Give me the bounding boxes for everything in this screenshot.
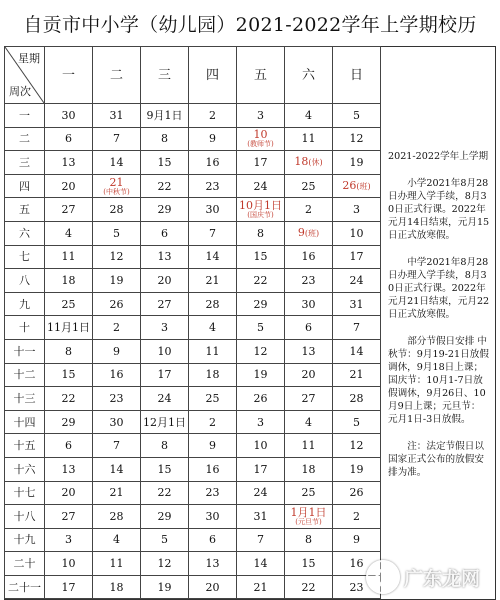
holiday-label: (教师节) <box>247 140 274 149</box>
date-cell: 6 <box>141 221 189 245</box>
date-cell: 4 <box>285 104 333 128</box>
week-number-cell: 二十 <box>5 552 45 576</box>
watermark-text: 广东龙网 <box>404 567 481 590</box>
date-cell: 28 <box>189 292 237 316</box>
week-number-cell: 八 <box>5 269 45 293</box>
date-cell: 13 <box>285 339 333 363</box>
week-row <box>5 387 381 411</box>
week-row <box>5 292 381 316</box>
week-number-cell: 三 <box>5 151 45 175</box>
date-cell: 20 <box>45 481 93 505</box>
date-cell: 9 <box>333 528 381 552</box>
week-corner-label: 周次 <box>9 85 31 98</box>
holiday-label: (国庆节) <box>247 211 274 220</box>
date-cell: 15 <box>237 245 285 269</box>
week-number-cell: 十 <box>5 316 45 340</box>
date-cell: 7 <box>189 221 237 245</box>
date-cell: 3 <box>237 410 285 434</box>
week-number-cell: 十一 <box>5 339 45 363</box>
date-cell: 19 <box>141 575 189 599</box>
day-header: 日 <box>333 47 381 104</box>
date-cell: 2 <box>93 316 141 340</box>
date-cell: 15 <box>45 363 93 387</box>
date-cell: 21 <box>93 481 141 505</box>
date-cell: 5 <box>333 410 381 434</box>
week-number-cell: 十六 <box>5 457 45 481</box>
corner-header-cell <box>5 47 45 104</box>
date-cell: 24 <box>333 269 381 293</box>
header-row <box>5 47 381 104</box>
date-cell: 22 <box>45 387 93 411</box>
holiday-date-cell <box>237 127 285 151</box>
holiday-date-cell <box>237 198 285 222</box>
date-cell: 16 <box>93 363 141 387</box>
date-cell: 23 <box>93 387 141 411</box>
adjusted-date-cell <box>333 174 381 198</box>
date-cell: 8 <box>285 528 333 552</box>
weekday-corner-label: 星期 <box>18 52 40 65</box>
primary-school-note: 小学2021年8月28日办理入学手续，8月30日正式行课。2022年元月14日结束，元月15日正式放寒假。 <box>388 178 490 241</box>
date-cell: 29 <box>141 198 189 222</box>
week-number-cell: 四 <box>5 174 45 198</box>
date-cell: 19 <box>93 269 141 293</box>
day-header: 四 <box>189 47 237 104</box>
date-cell: 3 <box>45 528 93 552</box>
date-cell: 5 <box>333 104 381 128</box>
week-row <box>5 575 381 599</box>
date-cell: 7 <box>237 528 285 552</box>
week-row <box>5 505 381 529</box>
date-value: 18 <box>294 155 309 169</box>
day-type-label: (班) <box>304 229 320 239</box>
date-cell: 7 <box>93 434 141 458</box>
date-cell: 31 <box>333 292 381 316</box>
week-row <box>5 528 381 552</box>
date-value: 10月1日 <box>239 199 282 213</box>
date-cell: 8 <box>237 221 285 245</box>
date-cell: 4 <box>285 410 333 434</box>
date-cell: 6 <box>45 434 93 458</box>
date-cell: 21 <box>333 363 381 387</box>
date-cell: 24 <box>237 174 285 198</box>
date-cell: 29 <box>141 505 189 529</box>
week-row <box>5 198 381 222</box>
week-row <box>5 363 381 387</box>
day-type-label: (班) <box>356 182 371 192</box>
holiday-date-cell <box>93 174 141 198</box>
date-cell: 23 <box>189 174 237 198</box>
week-number-cell: 十七 <box>5 481 45 505</box>
week-row <box>5 127 381 151</box>
date-cell: 21 <box>189 269 237 293</box>
adjusted-date-cell <box>285 221 333 245</box>
week-row <box>5 269 381 293</box>
week-row <box>5 410 381 434</box>
date-value: 26 <box>342 179 357 193</box>
date-cell: 22 <box>141 481 189 505</box>
date-cell: 21 <box>237 575 285 599</box>
holiday-arrangement-note: 部分节假日安排 中秋节：9月19-21日放假调休，9月18日上课；国庆节：10月1-7日放假调休，9月26日、10月9日上课；元旦节：元月1日-3日放假。 <box>388 336 489 425</box>
date-cell: 2 <box>333 505 381 529</box>
day-header: 二 <box>93 47 141 104</box>
date-cell: 19 <box>333 151 381 175</box>
day-type-label: (休) <box>308 158 323 168</box>
watermark <box>366 558 496 596</box>
week-number-cell: 七 <box>5 245 45 269</box>
holiday-label: (中秋节) <box>103 187 130 196</box>
date-cell: 3 <box>237 104 285 128</box>
day-header: 六 <box>285 47 333 104</box>
date-cell: 6 <box>189 528 237 552</box>
date-cell: 25 <box>45 292 93 316</box>
date-cell: 5 <box>93 221 141 245</box>
date-cell: 23 <box>189 481 237 505</box>
date-value: 1月1日 <box>290 505 327 519</box>
week-number-cell: 九 <box>5 292 45 316</box>
date-cell: 11 <box>93 552 141 576</box>
week-number-cell: 五 <box>5 198 45 222</box>
date-cell: 26 <box>333 481 381 505</box>
date-cell: 7 <box>333 316 381 340</box>
week-number-cell: 六 <box>5 221 45 245</box>
date-cell: 13 <box>189 552 237 576</box>
date-cell: 5 <box>141 528 189 552</box>
date-cell: 27 <box>45 198 93 222</box>
date-cell: 20 <box>45 174 93 198</box>
date-cell: 14 <box>189 245 237 269</box>
date-cell: 14 <box>333 339 381 363</box>
date-cell: 15 <box>285 552 333 576</box>
date-cell: 10 <box>237 434 285 458</box>
date-cell: 25 <box>189 387 237 411</box>
date-cell: 22 <box>285 575 333 599</box>
date-cell: 4 <box>93 528 141 552</box>
date-cell: 15 <box>141 457 189 481</box>
date-cell: 28 <box>333 387 381 411</box>
week-row <box>5 104 381 128</box>
date-cell: 18 <box>45 269 93 293</box>
date-cell: 23 <box>285 269 333 293</box>
date-cell: 15 <box>141 151 189 175</box>
date-cell: 2 <box>285 198 333 222</box>
date-cell: 7 <box>93 127 141 151</box>
date-cell: 17 <box>237 457 285 481</box>
date-cell: 2 <box>189 410 237 434</box>
date-cell: 25 <box>285 174 333 198</box>
date-cell: 30 <box>45 104 93 128</box>
date-value: 10 <box>253 128 268 142</box>
week-row <box>5 434 381 458</box>
week-row <box>5 481 381 505</box>
date-cell: 12 <box>93 245 141 269</box>
date-cell: 3 <box>333 198 381 222</box>
day-header: 三 <box>141 47 189 104</box>
date-cell: 8 <box>141 434 189 458</box>
date-cell: 31 <box>237 505 285 529</box>
date-cell: 10 <box>45 552 93 576</box>
week-row <box>5 316 381 340</box>
date-cell: 19 <box>237 363 285 387</box>
week-number-cell: 十二 <box>5 363 45 387</box>
date-cell: 6 <box>45 127 93 151</box>
date-cell: 30 <box>285 292 333 316</box>
date-cell: 18 <box>93 575 141 599</box>
date-cell: 29 <box>237 292 285 316</box>
date-cell: 17 <box>141 363 189 387</box>
date-cell: 16 <box>189 457 237 481</box>
date-cell: 26 <box>93 292 141 316</box>
holiday-label: (元旦节) <box>295 517 322 526</box>
date-cell: 27 <box>141 292 189 316</box>
date-cell: 27 <box>285 387 333 411</box>
date-cell: 20 <box>285 363 333 387</box>
date-cell: 9 <box>189 434 237 458</box>
date-cell: 20 <box>141 269 189 293</box>
notes-panel <box>382 46 496 600</box>
date-cell: 6 <box>285 316 333 340</box>
date-cell: 30 <box>93 410 141 434</box>
date-cell: 14 <box>93 151 141 175</box>
date-cell: 8 <box>45 339 93 363</box>
date-cell: 16 <box>189 151 237 175</box>
date-cell: 23 <box>333 575 381 599</box>
week-row <box>5 457 381 481</box>
week-row <box>5 174 381 198</box>
date-cell: 30 <box>189 505 237 529</box>
date-cell: 9 <box>189 127 237 151</box>
date-value: 9 <box>297 226 305 240</box>
legal-holiday-note: 注：法定节假日以国家正式公布的放假安排为准。 <box>388 441 484 478</box>
date-cell: 26 <box>237 387 285 411</box>
date-cell: 12 <box>333 434 381 458</box>
date-cell: 11 <box>285 434 333 458</box>
day-header: 一 <box>45 47 93 104</box>
week-row <box>5 221 381 245</box>
date-cell: 9月1日 <box>141 104 189 128</box>
date-cell: 16 <box>333 552 381 576</box>
date-cell: 14 <box>93 457 141 481</box>
date-cell: 24 <box>237 481 285 505</box>
holiday-date-cell <box>285 505 333 529</box>
date-cell: 4 <box>45 221 93 245</box>
date-cell: 24 <box>141 387 189 411</box>
week-number-cell: 十四 <box>5 410 45 434</box>
date-cell: 27 <box>45 505 93 529</box>
date-cell: 16 <box>285 245 333 269</box>
day-header: 五 <box>237 47 285 104</box>
week-row <box>5 339 381 363</box>
week-number-cell: 十三 <box>5 387 45 411</box>
date-cell: 17 <box>237 151 285 175</box>
week-number-cell: 二 <box>5 127 45 151</box>
date-cell: 28 <box>93 198 141 222</box>
date-cell: 11 <box>45 245 93 269</box>
school-calendar-table <box>4 46 381 599</box>
date-cell: 18 <box>189 363 237 387</box>
date-cell: 12 <box>141 552 189 576</box>
date-cell: 4 <box>189 316 237 340</box>
date-cell: 17 <box>45 575 93 599</box>
date-cell: 10 <box>333 221 381 245</box>
date-cell: 5 <box>237 316 285 340</box>
date-cell: 13 <box>45 457 93 481</box>
date-cell: 31 <box>93 104 141 128</box>
date-value: 21 <box>109 175 124 189</box>
date-cell: 10 <box>141 339 189 363</box>
date-cell: 17 <box>333 245 381 269</box>
notes-heading: 2021-2022学年上学期 <box>388 151 489 162</box>
week-number-cell: 二十一 <box>5 575 45 599</box>
date-cell: 12月1日 <box>141 410 189 434</box>
date-cell: 14 <box>237 552 285 576</box>
date-cell: 22 <box>237 269 285 293</box>
week-number-cell: 十九 <box>5 528 45 552</box>
week-number-cell: 十五 <box>5 434 45 458</box>
date-cell: 13 <box>141 245 189 269</box>
date-cell: 2 <box>189 104 237 128</box>
date-cell: 19 <box>333 457 381 481</box>
date-cell: 3 <box>141 316 189 340</box>
week-row <box>5 151 381 175</box>
date-cell: 22 <box>141 174 189 198</box>
week-row <box>5 552 381 576</box>
adjusted-date-cell <box>285 151 333 175</box>
date-cell: 29 <box>45 410 93 434</box>
week-number-cell: 一 <box>5 104 45 128</box>
date-cell: 25 <box>285 481 333 505</box>
date-cell: 11 <box>189 339 237 363</box>
middle-school-note: 中学2021年8月28日办理入学手续，8月30日正式行课。2022年元月21日结束，元月22日正式放寒假。 <box>388 257 490 320</box>
date-cell: 13 <box>45 151 93 175</box>
date-cell: 9 <box>93 339 141 363</box>
date-cell: 11 <box>285 127 333 151</box>
page-title: 自贡市中小学（幼儿园）2021-2022学年上学期校历 <box>23 13 477 36</box>
date-cell: 18 <box>285 457 333 481</box>
date-cell: 12 <box>333 127 381 151</box>
week-row <box>5 245 381 269</box>
date-cell: 30 <box>189 198 237 222</box>
date-cell: 28 <box>93 505 141 529</box>
date-cell: 20 <box>189 575 237 599</box>
week-number-cell: 十八 <box>5 505 45 529</box>
date-cell: 11月1日 <box>45 316 93 340</box>
watermark-logo-icon <box>366 560 400 594</box>
date-cell: 8 <box>141 127 189 151</box>
date-cell: 12 <box>237 339 285 363</box>
